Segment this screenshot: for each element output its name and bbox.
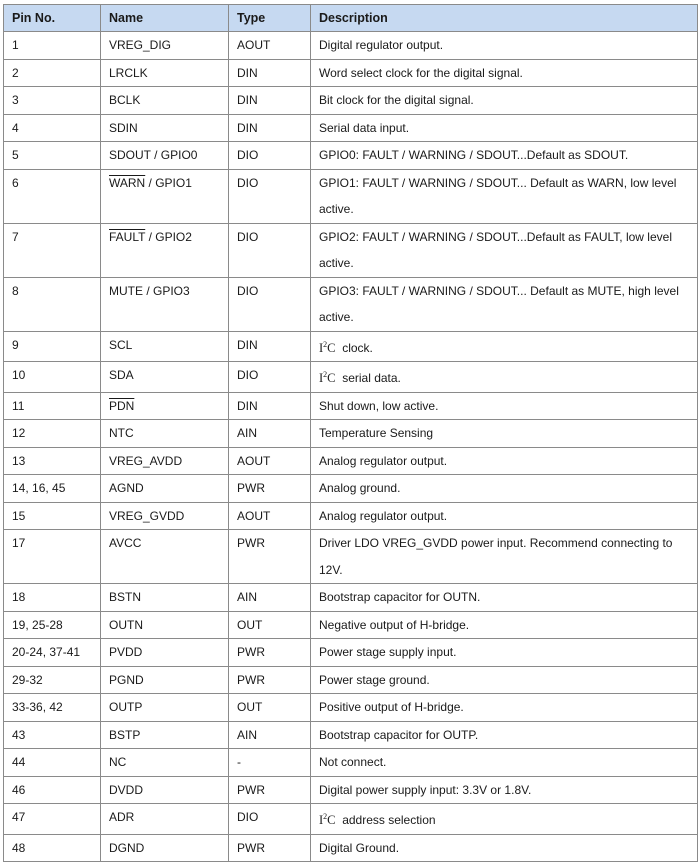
type-cell: PWR: [229, 834, 311, 862]
pin-cell: 20-24, 37-41: [4, 639, 101, 667]
table-row: [4, 584, 698, 612]
type-cell: AIN: [229, 420, 311, 448]
pin-cell: 33-36, 42: [4, 694, 101, 722]
name-cell: SDOUT / GPIO0: [101, 142, 229, 170]
active-low-signal-name: WARN: [109, 175, 146, 190]
type-cell: DIN: [229, 114, 311, 142]
type-cell: DIN: [229, 331, 311, 362]
description-cell: Analog regulator output.: [311, 502, 698, 530]
table-row: [4, 639, 698, 667]
table-row: [4, 721, 698, 749]
description-cell: [311, 804, 698, 835]
name-cell: AGND: [101, 475, 229, 503]
pin-cell: 1: [4, 32, 101, 60]
type-cell: PWR: [229, 666, 311, 694]
pin-cell: 8: [4, 277, 101, 331]
pin-cell: 14, 16, 45: [4, 475, 101, 503]
pin-cell: 5: [4, 142, 101, 170]
pin-cell: 6: [4, 169, 101, 223]
pin-cell: 17: [4, 530, 101, 584]
pin-cell: 44: [4, 749, 101, 777]
active-low-signal-name: $\overline{PDN}$: [109, 398, 135, 413]
type-cell: -: [229, 749, 311, 777]
type-cell: DIO: [229, 804, 311, 835]
pin-cell: 46: [4, 776, 101, 804]
table-row: [4, 749, 698, 777]
name-cell: NC: [101, 749, 229, 777]
description-cell: Driver LDO VREG_GVDD power input. Recommend connecting to 12V.: [311, 530, 698, 584]
description-cell: Shut down, low active.: [311, 392, 698, 420]
pin-description-table: [3, 4, 698, 862]
name-suffix: / GPIO2: [145, 229, 192, 244]
table-row: [4, 87, 698, 115]
description-cell: Bootstrap capacitor for OUTN.: [311, 584, 698, 612]
description-cell: GPIO0: FAULT / WARNING / SDOUT...Default as SDOUT.: [311, 142, 698, 170]
type-cell: DIN: [229, 59, 311, 87]
name-cell: SCL: [101, 331, 229, 362]
i2c-symbol: $I^2C$: [319, 370, 336, 386]
header-description: Description: [311, 5, 698, 32]
table-row: [4, 502, 698, 530]
name-cell: NTC: [101, 420, 229, 448]
table-row: [4, 114, 698, 142]
type-cell: PWR: [229, 776, 311, 804]
name-cell: VREG_GVDD: [101, 502, 229, 530]
name-cell: SDIN: [101, 114, 229, 142]
pin-cell: 7: [4, 223, 101, 277]
name-cell: BCLK: [101, 87, 229, 115]
name-cell: OUTP: [101, 694, 229, 722]
table-row: [4, 362, 698, 393]
name-cell: DGND: [101, 834, 229, 862]
description-cell: GPIO3: FAULT / WARNING / SDOUT... Default as MUTE, high level active.: [311, 277, 698, 331]
name-cell: SDA: [101, 362, 229, 393]
name-suffix: / GPIO1: [145, 175, 192, 190]
type-cell: AIN: [229, 584, 311, 612]
type-cell: DIO: [229, 223, 311, 277]
description-cell: Temperature Sensing: [311, 420, 698, 448]
name-cell: [101, 392, 229, 420]
table-row: [4, 475, 698, 503]
description-cell: [311, 362, 698, 393]
type-cell: AOUT: [229, 502, 311, 530]
description-cell: Bootstrap capacitor for OUTP.: [311, 721, 698, 749]
table-row: [4, 530, 698, 584]
table-row: [4, 169, 698, 223]
table-row: [4, 666, 698, 694]
type-cell: AOUT: [229, 447, 311, 475]
pin-cell: 3: [4, 87, 101, 115]
description-cell: Digital power supply input: 3.3V or 1.8V.: [311, 776, 698, 804]
pin-cell: 47: [4, 804, 101, 835]
description-text: address selection: [342, 813, 436, 828]
pin-cell: 4: [4, 114, 101, 142]
description-cell: Serial data input.: [311, 114, 698, 142]
table-row: [4, 32, 698, 60]
table-row: [4, 611, 698, 639]
type-cell: PWR: [229, 639, 311, 667]
table-row: [4, 804, 698, 835]
type-cell: OUT: [229, 694, 311, 722]
type-cell: DIO: [229, 169, 311, 223]
type-cell: OUT: [229, 611, 311, 639]
table-row: [4, 392, 698, 420]
name-cell: [101, 223, 229, 277]
table-row: [4, 59, 698, 87]
name-cell: LRCLK: [101, 59, 229, 87]
type-cell: DIO: [229, 362, 311, 393]
name-cell: MUTE / GPIO3: [101, 277, 229, 331]
i2c-symbol: $I^2C$: [319, 339, 336, 355]
type-cell: AIN: [229, 721, 311, 749]
description-cell: Word select clock for the digital signal.: [311, 59, 698, 87]
description-cell: Power stage ground.: [311, 666, 698, 694]
table-row: [4, 834, 698, 862]
description-cell: Analog ground.: [311, 475, 698, 503]
table-row: [4, 223, 698, 277]
description-cell: Positive output of H-bridge.: [311, 694, 698, 722]
pin-cell: 48: [4, 834, 101, 862]
description-cell: Negative output of H-bridge.: [311, 611, 698, 639]
type-cell: PWR: [229, 530, 311, 584]
type-cell: DIO: [229, 142, 311, 170]
table-row: [4, 277, 698, 331]
table-row: [4, 447, 698, 475]
description-text: serial data.: [342, 371, 401, 386]
i2c-symbol: $I^2C$: [319, 812, 336, 828]
type-cell: DIO: [229, 277, 311, 331]
pin-cell: 10: [4, 362, 101, 393]
table-row: [4, 420, 698, 448]
pin-cell: 29-32: [4, 666, 101, 694]
name-cell: BSTN: [101, 584, 229, 612]
description-cell: Not connect.: [311, 749, 698, 777]
name-cell: ADR: [101, 804, 229, 835]
name-cell: PGND: [101, 666, 229, 694]
description-cell: [311, 331, 698, 362]
description-cell: GPIO2: FAULT / WARNING / SDOUT...Default as FAULT, low level active.: [311, 223, 698, 277]
pin-cell: 2: [4, 59, 101, 87]
name-cell: VREG_DIG: [101, 32, 229, 60]
description-cell: Digital Ground.: [311, 834, 698, 862]
pin-cell: 43: [4, 721, 101, 749]
pin-cell: 15: [4, 502, 101, 530]
name-cell: [101, 169, 229, 223]
table-row: [4, 776, 698, 804]
table-row: [4, 694, 698, 722]
description-cell: Analog regulator output.: [311, 447, 698, 475]
pin-cell: 18: [4, 584, 101, 612]
name-cell: AVCC: [101, 530, 229, 584]
header-pin-no: Pin No.: [4, 5, 101, 32]
description-cell: GPIO1: FAULT / WARNING / SDOUT... Default as WARN, low level active.: [311, 169, 698, 223]
active-low-signal-name: FAULT: [109, 229, 146, 244]
name-cell: BSTP: [101, 721, 229, 749]
description-text: clock.: [342, 340, 373, 355]
table-row: [4, 331, 698, 362]
description-cell: Bit clock for the digital signal.: [311, 87, 698, 115]
name-cell: OUTN: [101, 611, 229, 639]
name-cell: DVDD: [101, 776, 229, 804]
type-cell: PWR: [229, 475, 311, 503]
header-type: Type: [229, 5, 311, 32]
pin-cell: 19, 25-28: [4, 611, 101, 639]
description-cell: Digital regulator output.: [311, 32, 698, 60]
type-cell: DIN: [229, 392, 311, 420]
pin-cell: 13: [4, 447, 101, 475]
pin-cell: 12: [4, 420, 101, 448]
table-header-row: [4, 5, 698, 32]
name-cell: PVDD: [101, 639, 229, 667]
table-row: [4, 142, 698, 170]
header-name: Name: [101, 5, 229, 32]
name-cell: VREG_AVDD: [101, 447, 229, 475]
pin-cell: 11: [4, 392, 101, 420]
type-cell: AOUT: [229, 32, 311, 60]
description-cell: Power stage supply input.: [311, 639, 698, 667]
pin-cell: 9: [4, 331, 101, 362]
type-cell: DIN: [229, 87, 311, 115]
